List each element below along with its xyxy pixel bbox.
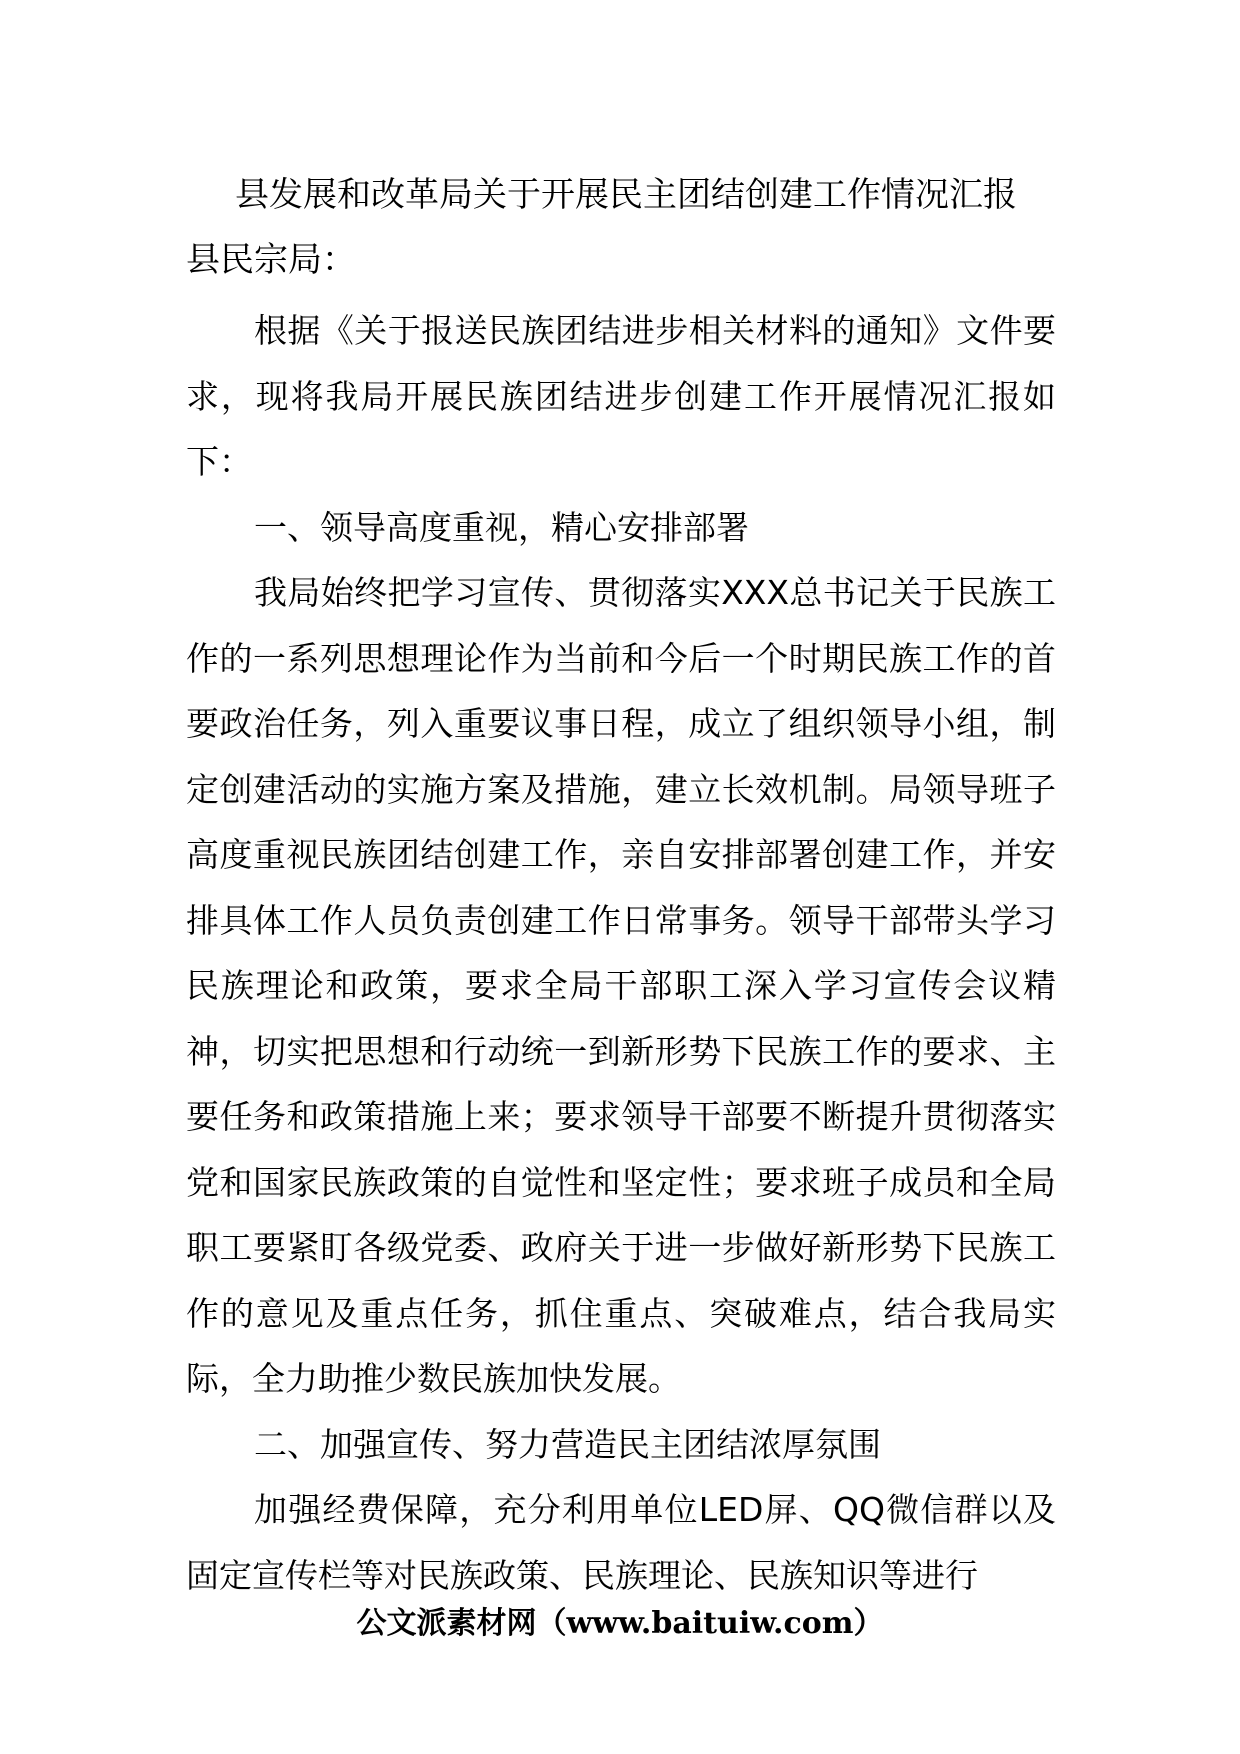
salutation: 县民宗局： — [186, 240, 356, 280]
intro-paragraph: 根据《关于报送民族团结进步相关材料的通知》文件要求，现将我局开展民族团结进步创建工作开展情况汇报如下： — [186, 311, 1056, 481]
footer-watermark: 公文派素材网（www.baituiw.com） — [356, 1606, 884, 1641]
section-heading-1: 一、领导高度重视，精心安排部署 — [254, 507, 749, 547]
section-2-paragraph: 加强经费保障，充分利用单位LED屏、QQ微信群以及固定宣传栏等对民族政策、民族理论、民族知识等进行 — [186, 1490, 1056, 1595]
document-body — [186, 298, 1056, 1608]
document-title: 县发展和改革局关于开展民主团结创建工作情况汇报 — [235, 175, 1017, 215]
section-heading-2: 二、加强宣传、努力营造民主团结浓厚氛围 — [254, 1424, 881, 1464]
section-1-paragraph: 我局始终把学习宣传、贯彻落实XXX总书记关于民族工作的一系列思想理论作为当前和今后一个时期民族工作的首要政治任务，列入重要议事日程，成立了组织领导小组，制定创建活动的实施方案及措施，建立长效机制。局领导班子高度重视民族团结创建工作，亲自安排部署创建工作，并安排具体工作人员负责创建工作日常事务。领导干部带头学习民族理论和政策，要求全局干部职工深入学习宣传会议精神，切实把思想和行动统一到新形势下民族工作的要求、主要任务和政策措施上来；要求领导干部要不断提升贯彻落实党和国家民族政策的自觉性和坚定性；要求班子成员和全局职工要紧盯各级党委、政府关于进一步做好新形势下民族工作的意见及重点任务，抓住重点、突破难点，结合我局实际，全力助推少数民族加快发展。 — [186, 573, 1056, 1398]
